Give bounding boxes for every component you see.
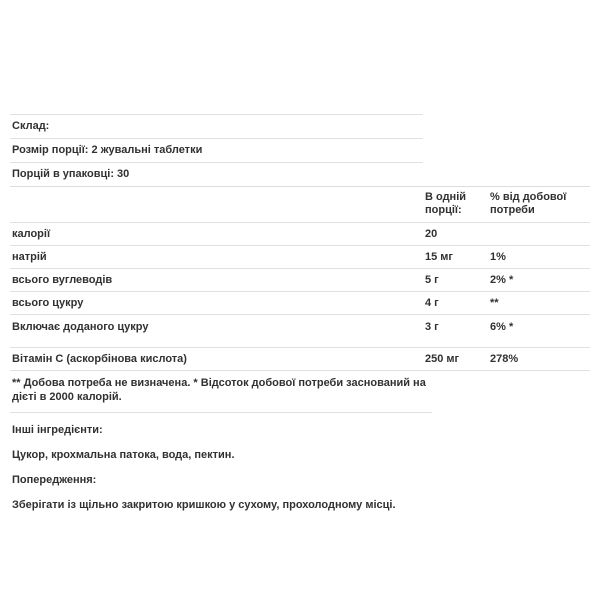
nutrition-table-header: [10, 186, 590, 223]
nutrient-label: калорії: [12, 228, 51, 240]
nutrient-daily-value: 278%: [490, 353, 519, 365]
nutrient-row-sodium: [10, 246, 590, 269]
amount-column-header: В одній порції:: [425, 191, 467, 216]
nutrient-amount: 4 г: [425, 297, 439, 309]
warnings-heading: Попередження:: [12, 474, 97, 486]
daily-value-footnote: ** Добова потреба не визначена. * Відсоток добової потреби заснований на дієті в 2000 калорій.: [10, 371, 432, 413]
other-ingredients-text: Цукор, крохмальна патока, вода, пектин.: [12, 449, 235, 461]
servings-per-container-row: Порцій в упаковці: 30: [10, 162, 423, 186]
nutrient-label: всього цукру: [12, 297, 84, 309]
nutrient-label: Вітамін C (аскорбінова кислота): [12, 353, 187, 365]
nutrient-daily-value: 2% *: [490, 274, 514, 286]
composition-heading: Склад:: [10, 114, 423, 138]
nutrient-row-vitamin-c: [10, 348, 590, 371]
supplement-facts-panel: [10, 114, 590, 524]
nutrient-daily-value: 6% *: [490, 321, 514, 333]
header-spacer: [10, 191, 425, 217]
nutrient-label: натрій: [12, 251, 47, 263]
nutrient-row-total-sugar: [10, 292, 590, 315]
warnings-text: Зберігати із щільно закритою кришкою у сухому, прохолодному місці.: [12, 499, 396, 511]
nutrient-amount: 20: [425, 228, 438, 240]
nutrient-amount: 250 мг: [425, 353, 460, 365]
nutrient-row-added-sugar: [10, 315, 590, 348]
nutrient-label: Включає доданого цукру: [12, 321, 149, 333]
nutrient-amount: 3 г: [425, 321, 439, 333]
nutrient-label: всього вуглеводів: [12, 274, 113, 286]
daily-value-column-header: % від добової потреби: [490, 191, 567, 216]
nutrient-daily-value: **: [490, 297, 499, 309]
serving-size-row: Розмір порції: 2 жувальні таблетки: [10, 138, 423, 162]
nutrient-row-total-carbs: [10, 269, 590, 292]
additional-info-section: [10, 413, 590, 512]
nutrient-row-calories: [10, 223, 590, 246]
nutrient-amount: 5 г: [425, 274, 439, 286]
nutrient-amount: 15 мг: [425, 251, 454, 263]
nutrient-daily-value: 1%: [490, 251, 506, 263]
other-ingredients-heading: Інші інгредієнти:: [12, 424, 103, 436]
